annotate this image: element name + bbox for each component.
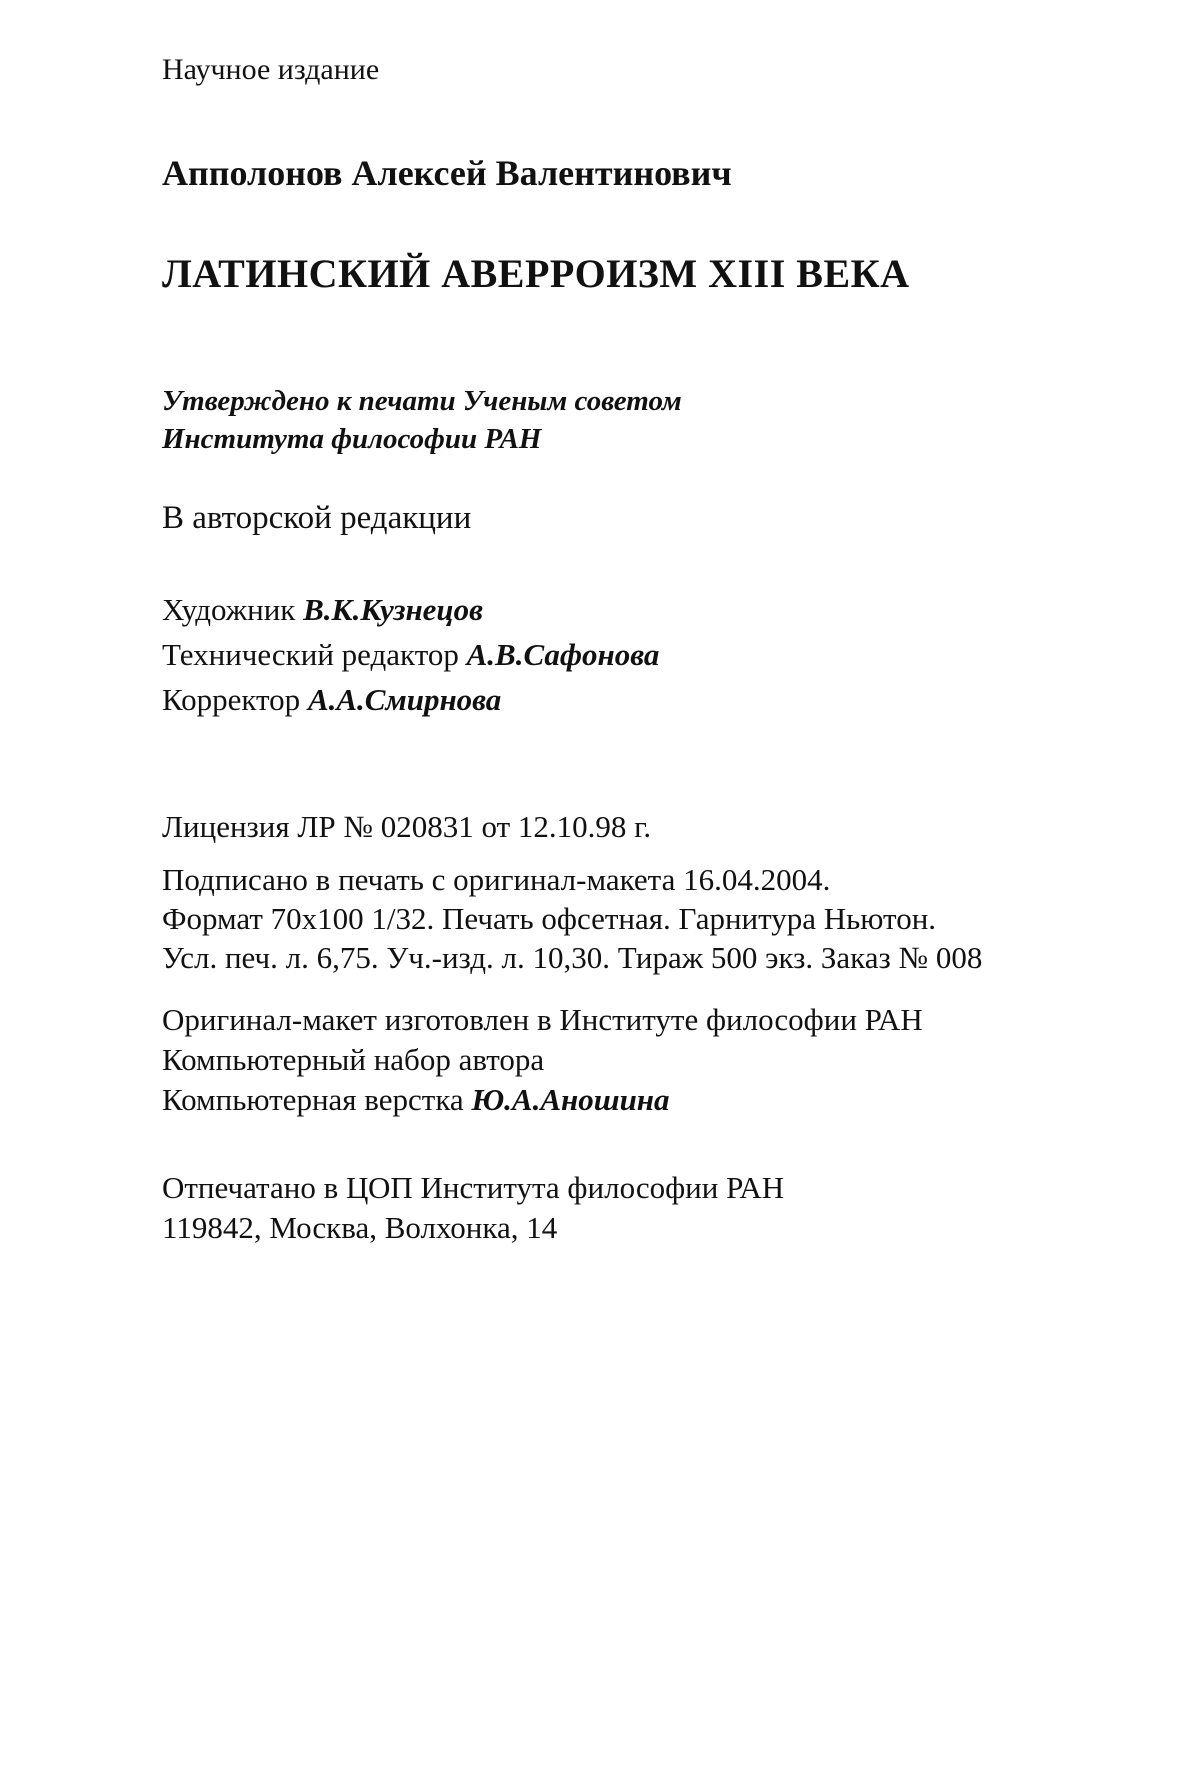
credit-role: Технический редактор xyxy=(162,637,459,672)
layout-line-1: Оригинал-макет изготовлен в Институте философии РАН xyxy=(162,1002,923,1037)
credit-role: Художник xyxy=(162,592,296,627)
credit-artist xyxy=(162,592,483,628)
author-name: Апполонов Алексей Валентинович xyxy=(162,153,732,193)
printed-address: 119842, Москва, Волхонка, 14 xyxy=(162,1210,558,1245)
imprint-line-3: Усл. печ. л. 6,75. Уч.-изд. л. 10,30. Тираж 500 экз. Заказ № 008 xyxy=(162,940,983,975)
credit-role: Корректор xyxy=(162,682,301,717)
credit-name: А.В.Сафонова xyxy=(466,637,660,672)
imprint-line-2: Формат 70x100 1/32. Печать офсетная. Гарнитура Ньютон. xyxy=(162,901,937,936)
credit-name: В.К.Кузнецов xyxy=(303,592,484,627)
license-line: Лицензия ЛР № 020831 от 12.10.98 г. xyxy=(162,809,652,844)
series-label: Научное издание xyxy=(162,53,380,86)
credit-technical-editor xyxy=(162,637,659,673)
printed-line-1: Отпечатано в ЦОП Института философии РАН xyxy=(162,1170,785,1205)
layout-name: Ю.А.Аношина xyxy=(471,1082,670,1117)
book-title: ЛАТИНСКИЙ АВЕРРОИЗМ XIII ВЕКА xyxy=(162,251,910,296)
layout-line-2: Компьютерный набор автора xyxy=(162,1042,545,1077)
imprint-line-1: Подписано в печать с оригинал-макета 16.04.2004. xyxy=(162,862,831,897)
approval-line-1: Утверждено к печати Ученым советом xyxy=(162,385,682,417)
layout-line-3 xyxy=(162,1082,670,1118)
credit-proofreader xyxy=(162,682,501,718)
layout-role: Компьютерная верстка xyxy=(162,1082,464,1117)
approval-line-2: Института философии РАН xyxy=(162,423,542,455)
credit-name: А.А.Смирнова xyxy=(307,682,502,717)
edition-note: В авторской редакции xyxy=(162,500,472,536)
